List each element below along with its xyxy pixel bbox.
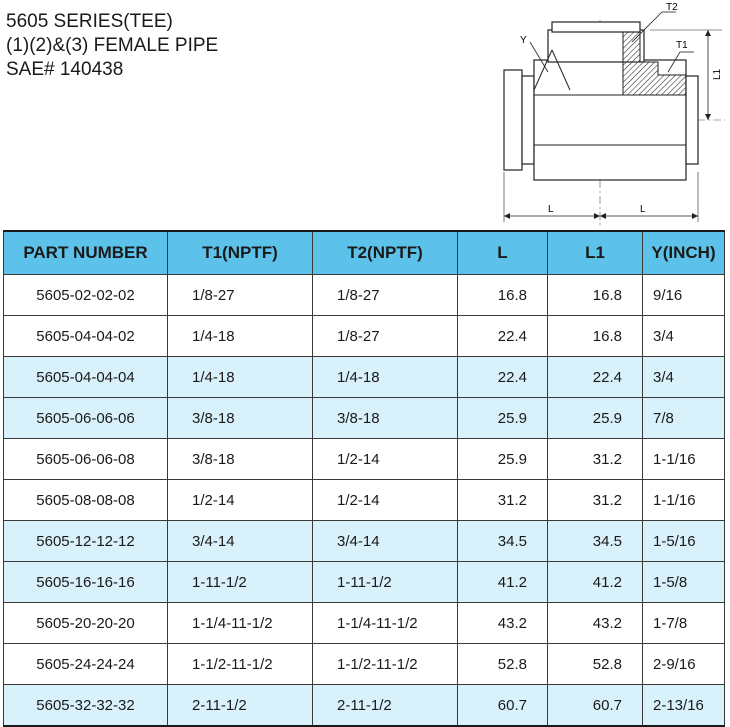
cell-part-number: 5605-06-06-06 [4, 398, 168, 439]
table-row [4, 439, 725, 480]
table-header-row [4, 231, 725, 275]
part-specification-table [3, 230, 725, 727]
table-row [4, 398, 725, 439]
cell-l1: 25.9 [548, 398, 643, 439]
label-l-left: L [548, 204, 554, 215]
cell-t2: 1-1/4-11-1/2 [313, 603, 458, 644]
cell-l: 52.8 [458, 644, 548, 685]
table-row [4, 603, 725, 644]
right-end [686, 76, 698, 164]
table-row [4, 685, 725, 727]
column-header-l1: L1 [548, 231, 643, 275]
fitting-description: (1)(2)&(3) FEMALE PIPE [6, 35, 219, 56]
cell-l: 25.9 [458, 439, 548, 480]
sae-number: SAE# 140438 [6, 59, 124, 80]
cell-t2: 1-1/2-11-1/2 [313, 644, 458, 685]
cell-y: 7/8 [643, 398, 725, 439]
cell-l: 31.2 [458, 480, 548, 521]
table-row [4, 480, 725, 521]
cell-part-number: 5605-32-32-32 [4, 685, 168, 727]
label-y: Y [520, 35, 527, 46]
cell-t2: 3/8-18 [313, 398, 458, 439]
table-row [4, 521, 725, 562]
cell-t1: 1-1/2-11-1/2 [168, 644, 313, 685]
cell-part-number: 5605-08-08-08 [4, 480, 168, 521]
cell-y: 3/4 [643, 357, 725, 398]
cell-l1: 34.5 [548, 521, 643, 562]
cell-l: 22.4 [458, 357, 548, 398]
cell-t1: 1-1/4-11-1/2 [168, 603, 313, 644]
cell-part-number: 5605-02-02-02 [4, 275, 168, 316]
label-l1: L1 [712, 68, 723, 80]
cell-t2: 1/4-18 [313, 357, 458, 398]
cell-y: 2-9/16 [643, 644, 725, 685]
cell-l: 43.2 [458, 603, 548, 644]
cell-part-number: 5605-16-16-16 [4, 562, 168, 603]
cell-y: 3/4 [643, 316, 725, 357]
cell-l: 22.4 [458, 316, 548, 357]
cell-t2: 1/8-27 [313, 275, 458, 316]
cell-y: 9/16 [643, 275, 725, 316]
label-t1: T1 [676, 40, 688, 51]
cell-l1: 16.8 [548, 275, 643, 316]
column-header-part-number: PART NUMBER [4, 231, 168, 275]
cell-y: 1-1/16 [643, 480, 725, 521]
title-block [6, 10, 218, 82]
cell-part-number: 5605-06-06-08 [4, 439, 168, 480]
cell-t2: 1/2-14 [313, 439, 458, 480]
cell-t2: 1-11-1/2 [313, 562, 458, 603]
cell-part-number: 5605-24-24-24 [4, 644, 168, 685]
cell-l1: 31.2 [548, 480, 643, 521]
cell-y: 2-13/16 [643, 685, 725, 727]
cell-y: 1-5/8 [643, 562, 725, 603]
table-row [4, 357, 725, 398]
column-header-t1: T1(NPTF) [168, 231, 313, 275]
column-header-l: L [458, 231, 548, 275]
cell-l1: 31.2 [548, 439, 643, 480]
table-row [4, 562, 725, 603]
cell-l: 16.8 [458, 275, 548, 316]
cell-t1: 3/8-18 [168, 439, 313, 480]
cell-part-number: 5605-20-20-20 [4, 603, 168, 644]
cell-t2: 3/4-14 [313, 521, 458, 562]
cell-t1: 3/4-14 [168, 521, 313, 562]
cell-l1: 43.2 [548, 603, 643, 644]
cell-part-number: 5605-04-04-04 [4, 357, 168, 398]
cell-t2: 2-11-1/2 [313, 685, 458, 727]
cell-y: 1-5/16 [643, 521, 725, 562]
cell-l: 41.2 [458, 562, 548, 603]
cell-part-number: 5605-12-12-12 [4, 521, 168, 562]
cell-l1: 52.8 [548, 644, 643, 685]
cell-t2: 1/8-27 [313, 316, 458, 357]
table-row [4, 275, 725, 316]
cell-t1: 3/8-18 [168, 398, 313, 439]
cell-l: 34.5 [458, 521, 548, 562]
cell-y: 1-7/8 [643, 603, 725, 644]
label-l-right: L [640, 204, 646, 215]
cell-y: 1-1/16 [643, 439, 725, 480]
cell-t1: 1-11-1/2 [168, 562, 313, 603]
cell-l: 25.9 [458, 398, 548, 439]
table-body [4, 275, 725, 727]
cell-t1: 1/8-27 [168, 275, 313, 316]
cell-t1: 1/4-18 [168, 357, 313, 398]
cell-t1: 1/4-18 [168, 316, 313, 357]
cell-t1: 1/2-14 [168, 480, 313, 521]
table-row [4, 644, 725, 685]
tee-fitting-drawing [490, 0, 730, 225]
cell-part-number: 5605-04-04-02 [4, 316, 168, 357]
cell-l1: 22.4 [548, 357, 643, 398]
cell-l1: 16.8 [548, 316, 643, 357]
cell-l1: 41.2 [548, 562, 643, 603]
cell-t1: 2-11-1/2 [168, 685, 313, 727]
column-header-t2: T2(NPTF) [313, 231, 458, 275]
cell-t2: 1/2-14 [313, 480, 458, 521]
series-title: 5605 SERIES(TEE) [6, 11, 173, 32]
cell-l1: 60.7 [548, 685, 643, 727]
table-row [4, 316, 725, 357]
column-header-y: Y(INCH) [643, 231, 725, 275]
label-t2: T2 [666, 2, 678, 13]
cell-l: 60.7 [458, 685, 548, 727]
left-hex-end [504, 70, 522, 170]
